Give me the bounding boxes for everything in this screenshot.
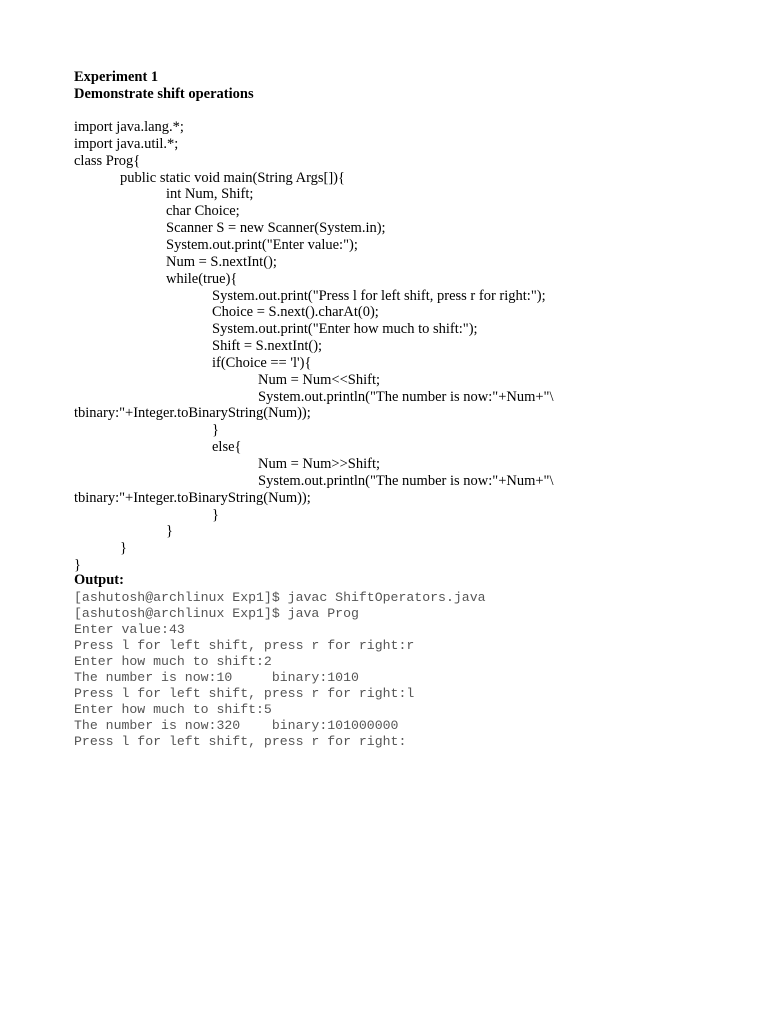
code-line: import java.util.*;: [74, 135, 179, 152]
code-line: }: [212, 506, 219, 523]
code-line: int Num, Shift;: [166, 186, 254, 203]
code-line: }: [74, 557, 81, 574]
code-line: }: [120, 540, 127, 557]
code-line: tbinary:"+Integer.toBinaryString(Num));: [74, 405, 311, 422]
code-line: System.out.println("The number is now:"+Num+"\: [258, 388, 554, 405]
output-line: Enter how much to shift:2: [74, 653, 272, 669]
code-line: if(Choice == 'l'){: [212, 354, 312, 371]
output-line: Enter value:43: [74, 621, 185, 637]
code-line: System.out.print("Press l for left shift, press r for right:");: [212, 287, 546, 304]
code-line: System.out.println("The number is now:"+Num+"\: [258, 472, 554, 489]
output-label: Output:: [74, 572, 124, 588]
code-line: }: [166, 523, 173, 540]
output-line: [ashutosh@archlinux Exp1]$ javac ShiftOperators.java: [74, 590, 486, 605]
output-line: Press l for left shift, press r for right:: [74, 733, 407, 749]
code-line: Scanner S = new Scanner(System.in);: [166, 220, 386, 237]
code-line: else{: [212, 439, 242, 456]
code-line: Shift = S.nextInt();: [212, 338, 323, 355]
code-line: Choice = S.next().charAt(0);: [212, 304, 379, 321]
output-line: Enter how much to shift:5: [74, 701, 272, 717]
code-line: tbinary:"+Integer.toBinaryString(Num));: [74, 489, 311, 506]
output-line: The number is now:10 binary:1010: [74, 669, 359, 685]
code-line: import java.lang.*;: [74, 119, 184, 135]
code-line: class Prog{: [74, 152, 141, 169]
code-line: System.out.print("Enter how much to shift:");: [212, 321, 478, 338]
output-line: The number is now:320 binary:101000000: [74, 717, 399, 733]
code-line: }: [212, 422, 219, 439]
code-line: Num = S.nextInt();: [166, 253, 277, 270]
code-line: Num = Num>>Shift;: [258, 456, 381, 472]
code-line: System.out.print("Enter value:");: [166, 236, 358, 253]
output-line: Press l for left shift, press r for right:r: [74, 637, 415, 653]
code-line: char Choice;: [166, 203, 240, 220]
output-line: [ashutosh@archlinux Exp1]$ java Prog: [74, 605, 359, 621]
code-line: Num = Num<<Shift;: [258, 371, 381, 388]
code-line: public static void main(String Args[]){: [120, 169, 345, 186]
document-subtitle: Demonstrate shift operations: [74, 86, 254, 102]
output-line: Press l for left shift, press r for right:l: [74, 685, 415, 701]
code-line: while(true){: [166, 270, 238, 287]
document-title: Experiment 1: [74, 69, 159, 85]
